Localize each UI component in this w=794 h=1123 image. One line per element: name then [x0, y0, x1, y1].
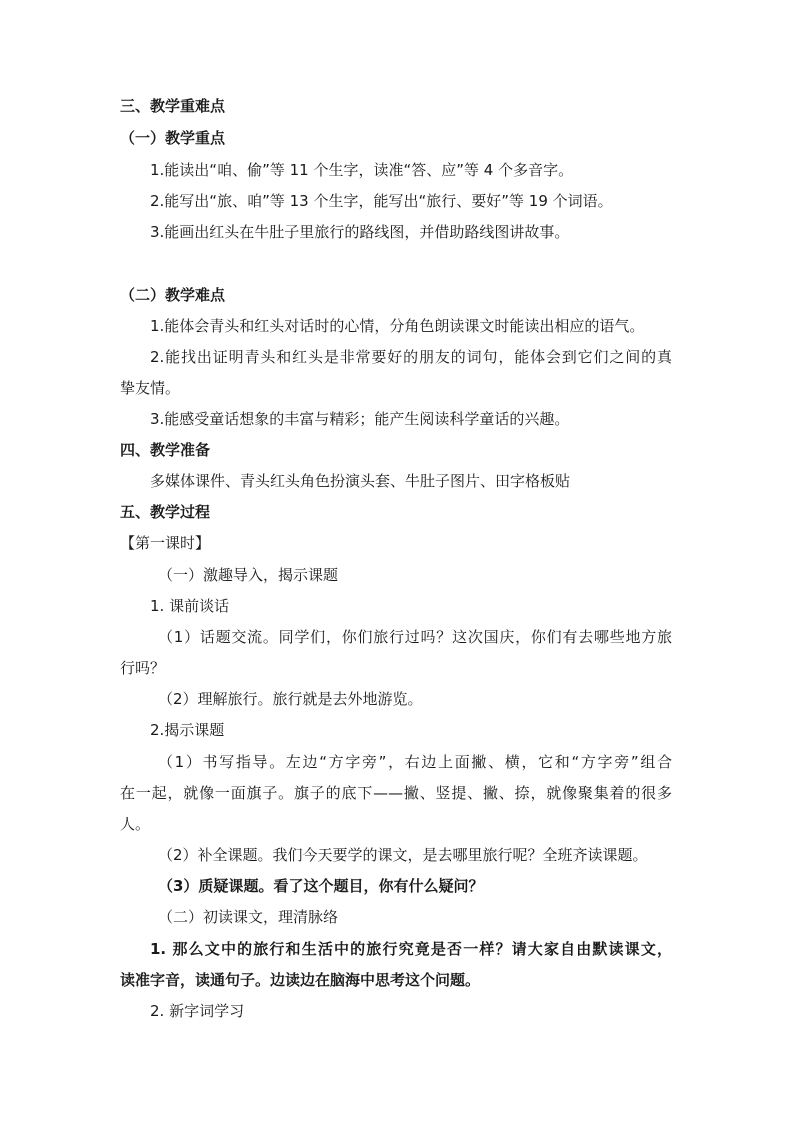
- part-2-item-2: 2. 新字词学习: [150, 1002, 245, 1020]
- subheading-key-points: （一）教学重点: [120, 129, 226, 147]
- step-1-heading: 1. 课前谈话: [150, 597, 230, 615]
- step-2-1-line-2: 在一起，就像一面旗子。旗子的底下——撇、竖提、撇、捺，就像聚集着的很多: [120, 784, 672, 802]
- step-2-2: （2）补全课题。我们今天要学的课文，是去哪里旅行呢？全班齐读课题。: [158, 846, 648, 864]
- section-heading-preparation: 四、教学准备: [120, 441, 211, 459]
- step-1-1-line-2: 行吗？: [120, 659, 166, 677]
- part-2-item-1-line-2: 读准字音，读通句子。边读边在脑海中思考这个问题。: [120, 971, 481, 989]
- step-2-3: （3）质疑课题。看了这个题目，你有什么疑问？: [158, 877, 484, 895]
- key-point-item-1: 1.能读出“咱、偷”等 11 个生字，读准“答、应”等 4 个多音字。: [150, 161, 574, 179]
- subheading-difficult-points: （二）教学难点: [120, 286, 226, 304]
- key-point-item-3: 3.能画出红头在牛肚子里旅行的路线图，并借助路线图讲故事。: [150, 223, 570, 241]
- section-heading-difficulties: 三、教学重难点: [120, 97, 226, 115]
- step-2-1-line-1: （1）书写指导。左边“方字旁”，右边上面撇、横，它和“方字旁”组合: [158, 753, 672, 771]
- step-2-heading: 2.揭示课题: [150, 721, 225, 739]
- step-1-1-line-1: （1）话题交流。同学们，你们旅行过吗？这次国庆，你们有去哪些地方旅: [158, 628, 672, 646]
- difficult-point-item-1: 1.能体会青头和红头对话时的心情，分角色朗读课文时能读出相应的语气。: [150, 317, 645, 335]
- preparation-text: 多媒体课件、青头红头角色扮演头套、牛肚子图片、田字格板贴: [150, 472, 571, 490]
- difficult-point-item-2-line-2: 挚友情。: [120, 379, 181, 397]
- step-1-2: （2）理解旅行。旅行就是去外地游览。: [158, 690, 423, 708]
- part-1-heading: （一）激趣导入，揭示课题: [158, 566, 339, 584]
- difficult-point-item-3: 3.能感受童话想象的丰富与精彩；能产生阅读科学童话的兴趣。: [150, 410, 570, 428]
- section-heading-process: 五、教学过程: [120, 503, 211, 521]
- part-2-item-1-line-1: 1. 那么文中的旅行和生活中的旅行究竟是否一样？请大家自由默读课文，: [150, 940, 672, 958]
- part-2-heading: （二）初读课文，理清脉络: [158, 908, 339, 926]
- step-2-1-line-3: 人。: [120, 815, 151, 833]
- lesson-1-label: 【第一课时】: [120, 534, 211, 552]
- difficult-point-item-2-line-1: 2.能找出证明青头和红头是非常要好的朋友的词句，能体会到它们之间的真: [150, 348, 672, 366]
- key-point-item-2: 2.能写出“旅、咱”等 13 个生字，能写出“旅行、要好”等 19 个词语。: [150, 192, 613, 210]
